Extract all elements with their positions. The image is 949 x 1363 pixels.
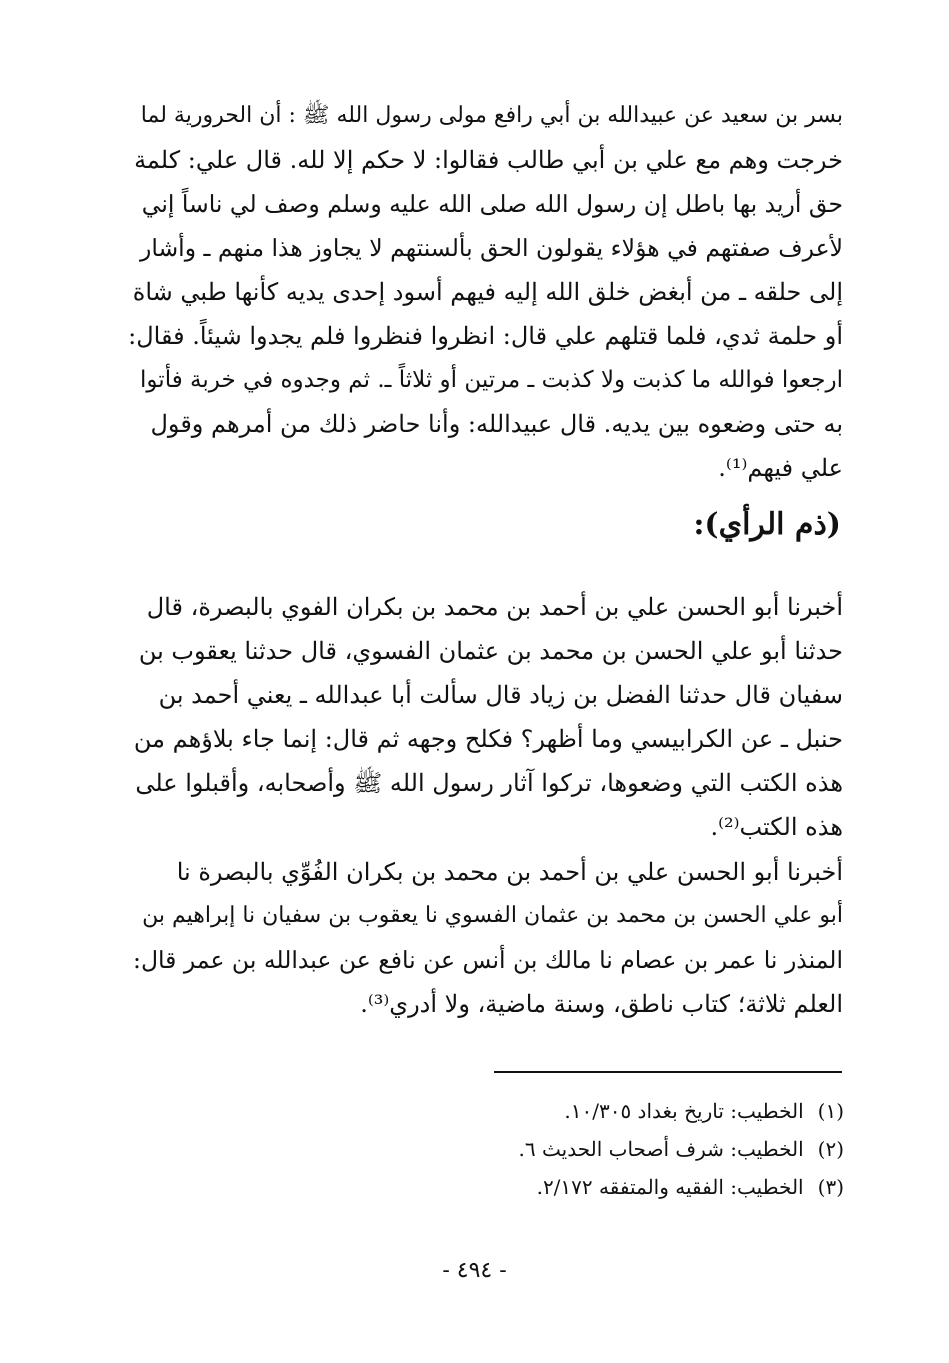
footnote: [519, 1130, 844, 1168]
text-line: أبو علي الحسن بن محمد بن عثمان الفسوي نا يعقوب بن سفيان نا إبراهيم بن: [142, 903, 843, 928]
footnote-text: الخطيب: شرف أصحاب الحديث ٦.: [518, 1137, 804, 1161]
footnotes: [519, 1092, 844, 1206]
footnote-text: الخطيب: تاريخ بغداد ١٠/٣٠٥.: [564, 1099, 804, 1123]
footnote-number: (١): [817, 1099, 844, 1123]
section-heading: (ذم الرأي):: [693, 507, 841, 542]
text-line: المنذر نا عمر بن عصام نا مالك بن أنس عن نافع عن عبدالله بن عمر قال:: [133, 946, 843, 974]
text-line: حدثنا أبو علي الحسن بن محمد بن عثمان الفسوي، قال حدثنا يعقوب بن: [138, 637, 843, 665]
text-line-last: هذه الكتب⁽²⁾.: [710, 813, 843, 841]
text-line: به حتى وضعوه بين يديه. قال عبيدالله: وأنا حاضر ذلك من أمرهم وقول: [150, 410, 843, 438]
text-line-last: العلم ثلاثة؛ كتاب ناطق، وسنة ماضية، ولا أدري⁽³⁾.: [360, 990, 843, 1018]
footnote-text: الخطيب: الفقيه والمتفقه ٢/١٧٢.: [536, 1175, 804, 1199]
footnote: [519, 1092, 844, 1130]
text-line: هذه الكتب التي وضعوها، تركوا آثار رسول الله ﷺ وأصحابه، وأقبلوا على: [135, 769, 843, 797]
footnote-divider: [494, 1071, 842, 1073]
text-line: أخبرنا أبو الحسن علي بن أحمد بن محمد بن بكران الفوي بالبصرة، قال: [146, 593, 843, 621]
text-line: بسر بن سعيد عن عبيدالله بن أبي رافع مولى رسول الله ﷺ : أن الحرورية لما: [140, 103, 843, 128]
text-line: خرجت وهم مع علي بن أبي طالب فقالوا: لا حكم إلا لله. قال علي: كلمة: [134, 146, 843, 174]
text-line: إلى حلقه ـ من أبغض خلق الله إليه فيهم أسود إحدى يديه كأنها طبي شاة: [132, 278, 843, 306]
text-line-last: علي فيهم⁽¹⁾.: [718, 454, 843, 482]
text-line: أخبرنا أبو الحسن علي بن أحمد بن محمد بن بكران الفُوِّي بالبصرة نا: [176, 858, 843, 886]
text-line: أو حلمة ثدي، فلما قتلهم علي قال: انظروا فنظروا فلم يجدوا شيئاً. فقال:: [128, 322, 843, 350]
text-line: حق أريد بها باطل إن رسول الله صلى الله عليه وسلم وصف لي ناساً إني: [141, 190, 843, 218]
footnote: [519, 1168, 844, 1206]
footnote-number: (٢): [817, 1137, 844, 1161]
text-line: سفيان قال حدثنا الفضل بن زياد قال سألت أبا عبدالله ـ يعني أحمد بن: [158, 681, 843, 709]
text-line: حنبل ـ عن الكرابيسي وما أظهر؟ فكلح وجهه ثم قال: إنما جاء بلاؤهم من: [133, 725, 843, 753]
paragraph-karabisi: [128, 585, 843, 849]
footnote-number: (٣): [817, 1175, 844, 1199]
text-line: لأعرف صفتهم في هؤلاء يقولون الحق بألسنتهم لا يجاوز هذا منهم ـ وأشار: [139, 234, 843, 262]
paragraph-hadith-haruriyya: [128, 94, 843, 490]
page-number: - ٤٩٤ -: [442, 1258, 507, 1283]
paragraph-knowledge-three: [128, 850, 843, 1026]
text-line: ارجعوا فوالله ما كذبت ولا كذبت ـ مرتين أو ثلاثاً ـ. ثم وجدوه في خربة فأتوا: [140, 367, 843, 393]
